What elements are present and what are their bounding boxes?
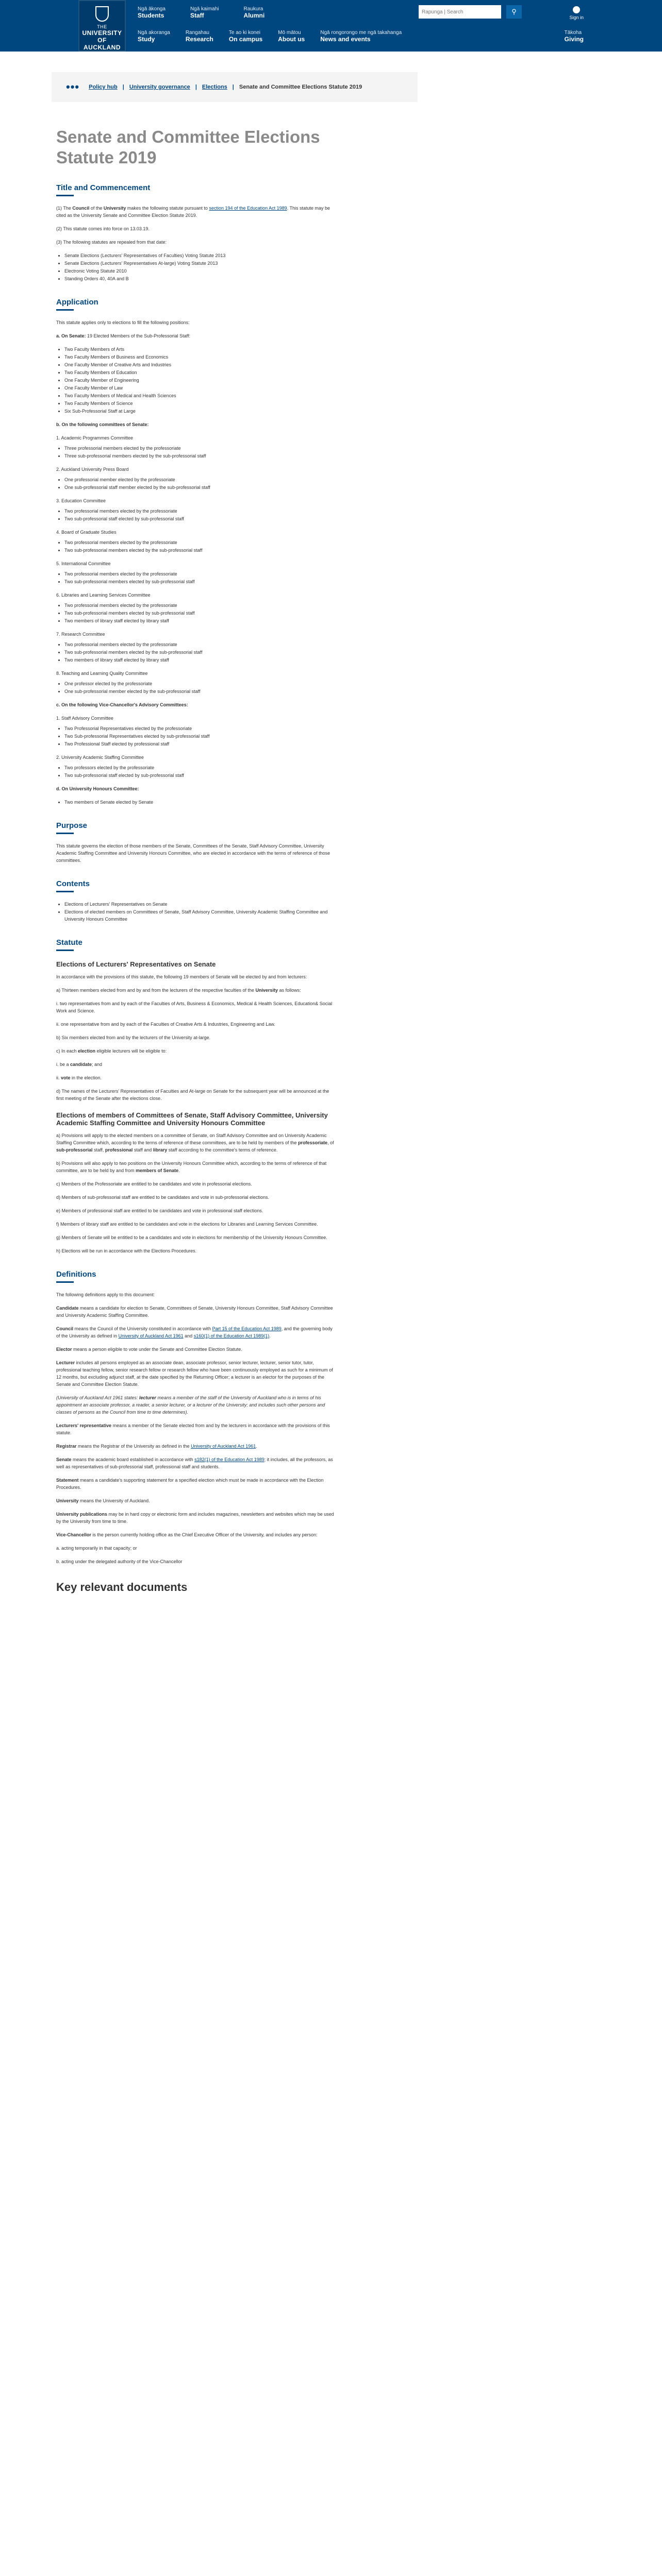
- list-item: • Senate Elections (Lecturers' Representatives of Faculties) Voting Statute 2013: [64, 252, 335, 259]
- definition-vice-chancellor: Vice-Chancellor is the person currently holding office as the Chief Executive Officer of the University, and includes any person:: [56, 1532, 318, 1537]
- nav-about-us[interactable]: Mō mātou About us: [278, 30, 305, 43]
- section-heading-definitions: Definitions: [56, 1270, 335, 1283]
- nav-students[interactable]: Ngā ākonga Students: [138, 6, 166, 19]
- paragraph: c) In each election eligible lecturers will be eligible to:: [56, 1048, 167, 1054]
- search-button[interactable]: [506, 5, 522, 19]
- list-item: • Two professorial members elected by the professoriate: [64, 602, 335, 609]
- definition-university-publications: University publications may be in hard copy or electronic form and includes magazines, newsletters and websites which may be used by the University from time to time.: [56, 1512, 334, 1524]
- nav-staff[interactable]: Ngā kaimahi Staff: [190, 6, 219, 19]
- paragraph: c. On the following Vice-Chancellor's Advisory Committees:: [56, 702, 188, 707]
- paragraph: i. two representatives from and by each of the Faculties of Arts, Business & Economics, Medical & Health Sciences, Education& Social Work and Science.: [56, 1001, 333, 1013]
- breadcrumb: [52, 72, 418, 102]
- list-item: • Two professorial members elected by the professoriate: [64, 539, 335, 546]
- committee-list: [64, 507, 335, 522]
- university-logo[interactable]: THE UNIVERSITY OF AUCKLAND Waipapa Taumata Rau NEW ZEALAND: [78, 0, 126, 52]
- list-item: • One professor elected by the professoriate: [64, 680, 335, 687]
- paragraph: b. On the following committees of Senate:: [56, 422, 149, 427]
- list-item: • Elections of elected members on Committees of Senate, Staff Advisory Committee, University Academic Staffing Committee and University Honours Committee: [64, 908, 335, 923]
- committee-list: [64, 680, 335, 695]
- committee-name: 1. Academic Programmes Committee: [56, 435, 134, 440]
- section-heading-statute: Statute: [56, 938, 335, 951]
- part-15-link[interactable]: Part 15 of the Education Act 1989: [212, 1326, 282, 1331]
- senate-members-list: [64, 346, 335, 415]
- paragraph: a) Provisions will apply to the elected members on a committee of Senate, on Staff Advisory Committee and on University Academic Staffing Committee which, according to the terms of reference of these committees, are to be held by members of the professoriate, of sub-professorial staff, professional staff and library staff according to the committee's terms of reference.: [56, 1133, 334, 1153]
- paragraph: d) The names of the Lecturers' Representatives of Faculties and At-large on Senate for the subsequent year will be announced at the first meeting of the Senate after the elections close.: [56, 1089, 329, 1101]
- definition-elector: Elector means a person eligible to vote under the Senate and Committee Election Statute.: [56, 1347, 242, 1352]
- list-item: • Two professorial members elected by the professoriate: [64, 570, 335, 578]
- list-item: • Electronic Voting Statute 2010: [64, 267, 335, 275]
- paragraph: d. On University Honours Committee:: [56, 786, 139, 791]
- section-heading-contents: Contents: [56, 879, 335, 892]
- contents-list: [64, 901, 335, 923]
- nav-research[interactable]: Rangahau Research: [185, 30, 213, 43]
- committee-list: [64, 570, 335, 585]
- breadcrumb-elections[interactable]: Elections: [202, 84, 227, 90]
- more-dots-icon[interactable]: •••: [66, 80, 80, 93]
- committee-list: [64, 602, 335, 624]
- definition-lecturer: Lecturer includes all persons employed as an associate dean, associate professor, senior lecturer, lecturer, senior tutor, tutor, professional teaching fellow, senior research fellow or research fellow who have been continuously employed as such for a minimum of 12 months, but excluding adjunct staff, at the date specified by the Returning Officer; a lecturer is an elector for the purposes of the Senate and Committee Election Statute.: [56, 1360, 333, 1387]
- committee-name: 1. Staff Advisory Committee: [56, 716, 113, 721]
- section-heading-title: Title and Commencement: [56, 183, 335, 196]
- list-item: • One sub-professorial staff member elected by the sub-professorial staff: [64, 484, 335, 491]
- site-header: [0, 0, 662, 60]
- nav-alumni[interactable]: Raukura Alumni: [243, 6, 265, 19]
- list-item: • Senate Elections (Lecturers' Representatives At-large) Voting Statute 2013: [64, 260, 335, 267]
- paragraph: This statute governs the election of those members of the Senate, Committees of the Senate, Staff Advisory Committee, University Academic Staffing Committee and University Honours Committee, who are elected in accordance with the terms of reference of those committees.: [56, 843, 330, 863]
- list-item: • One professorial member elected by the professoriate: [64, 476, 335, 483]
- paragraph: c) Members of the Professoriate are entitled to be candidates and vote in professorial elections.: [56, 1181, 252, 1187]
- committee-list: [64, 539, 335, 554]
- breadcrumb-current: Senate and Committee Elections Statute 2019: [239, 84, 362, 90]
- page-title: Senate and Committee Elections Statute 2019: [56, 127, 320, 167]
- committee-list: [64, 725, 335, 748]
- nav-study[interactable]: Ngā akoranga Study: [138, 30, 170, 43]
- list-item: • Two Faculty Members of Science: [64, 400, 335, 407]
- paragraph: This statute applies only to elections to fill the following positions:: [56, 320, 190, 325]
- list-item: • Two Faculty Members of Education: [64, 369, 335, 376]
- list-item: • Two Faculty Members of Arts: [64, 346, 335, 353]
- s160-link[interactable]: s160(1) of the Education Act 1989(1): [193, 1333, 270, 1338]
- definition-registrar: Registrar means the Registrar of the University as defined in the University of Auckland Act 1961.: [56, 1444, 257, 1449]
- breadcrumb-policy-hub[interactable]: Policy hub: [89, 84, 118, 90]
- list-item: • Standing Orders 40, 40A and B: [64, 275, 335, 282]
- education-act-link[interactable]: section 194 of the Education Act 1989: [209, 206, 287, 211]
- list-item: • Two Professional Staff elected by professional staff: [64, 740, 335, 748]
- definition-council: Council means the Council of the University constituted in accordance with Part 15 of the Education Act 1989, and the governing body of the University as defined in University of Auckland Act 1961 and s160(1) of the Education Act 1989(1).: [56, 1326, 333, 1338]
- breadcrumb-university-governance[interactable]: University governance: [129, 84, 190, 90]
- paragraph: The following definitions apply to this document:: [56, 1292, 155, 1297]
- paragraph: In accordance with the provisions of this statute, the following 19 members of Senate will be elected by and from lecturers:: [56, 974, 307, 979]
- subsection-heading: Elections of Lecturers' Representatives on Senate: [56, 960, 216, 968]
- committee-name: 8. Teaching and Learning Quality Committee: [56, 671, 148, 676]
- list-item: • Two sub-professorial staff elected by sub-professorial staff: [64, 515, 335, 522]
- honours-list: [64, 799, 335, 806]
- auckland-act-link[interactable]: University of Auckland Act 1961: [191, 1444, 256, 1449]
- committee-name: 3. Education Committee: [56, 498, 106, 503]
- paragraph: d) Members of sub-professorial staff are entitled to be candidates and vote in sub-professorial elections.: [56, 1195, 270, 1200]
- repealed-list: [64, 252, 335, 282]
- list-item: • Two Faculty Members of Business and Economics: [64, 353, 335, 361]
- list-item: • Two members of library staff elected by library staff: [64, 617, 335, 624]
- main-nav: [138, 30, 584, 43]
- list-item: • Three sub-professorial members elected by the sub-professorial staff: [64, 452, 335, 460]
- committee-name: 6. Libraries and Learning Services Committee: [56, 592, 151, 598]
- paragraph: g) Members of Senate will be entitled to be a candidates and vote in elections for membership of the University Honours Committee.: [56, 1235, 327, 1240]
- committee-name: 7. Research Committee: [56, 632, 105, 637]
- committee-name: 5. International Committee: [56, 561, 111, 566]
- paragraph: e) Members of professional staff are entitled to be candidates and vote in professional staff elections.: [56, 1208, 263, 1213]
- paragraph: a. acting temporarily in that capacity; or: [56, 1546, 137, 1551]
- definition-lecturers-representative: Lecturers' representative means a member of the Senate elected from and by the lecturers in accordance with the provisions of this statute.: [56, 1423, 330, 1435]
- definition-university: University means the University of Auckland.: [56, 1498, 150, 1503]
- list-item: • One sub-professorial member elected by the sub-professorial staff: [64, 688, 335, 695]
- sign-in-link[interactable]: Sign in: [569, 6, 584, 20]
- breadcrumb-separator: |: [232, 84, 234, 90]
- paragraph: ii. one representative from and by each of the Faculties of Creative Arts & Industries, Engineering and Law.: [56, 1022, 275, 1027]
- list-item: • Two Professorial Representatives elected by the professoriate: [64, 725, 335, 732]
- act-note: (University of Auckland Act 1961 states: lecturer means a member of the staff of the University of Auckland who is in terms of his appointment an associate professor, a reader, a senior lecturer, or a lecturer of the University; and includes such other persons and classes of persons as the Council from time to time determines).: [56, 1395, 325, 1415]
- list-item: • Six Sub-Professorial Staff at Large: [64, 408, 335, 415]
- definition-senate: Senate means the academic board established in accordance with s182(1) of the Education Act 1989; it includes, all the professors, as well as representatives of sub-professorial staff, professional staff and students.: [56, 1457, 333, 1469]
- list-item: • Two sub-professorial members elected by sub-professorial staff: [64, 578, 335, 585]
- auckland-act-link[interactable]: University of Auckland Act 1961: [118, 1333, 184, 1338]
- committee-list: [64, 476, 335, 491]
- list-item: • Two sub-professorial members elected by sub-professorial staff: [64, 609, 335, 617]
- key-documents-heading: Key relevant documents: [56, 1581, 188, 1594]
- search-form: [419, 5, 522, 19]
- search-icon: ⚲: [511, 8, 517, 15]
- list-item: • Three professorial members elected by the professoriate: [64, 445, 335, 452]
- crest-icon: [95, 6, 109, 22]
- list-item: • Two members of library staff elected by library staff: [64, 656, 335, 664]
- list-item: • One Faculty Member of Law: [64, 384, 335, 392]
- list-item: • Two Faculty Members of Medical and Health Sciences: [64, 392, 335, 399]
- paragraph: h) Elections will be run in accordance with the Elections Procedures.: [56, 1248, 197, 1253]
- list-item: • One Faculty Member of Creative Arts and Industries: [64, 361, 335, 368]
- main-content: [56, 102, 335, 1594]
- breadcrumb-separator: |: [122, 84, 124, 90]
- list-item: • Two sub-professorial members elected by the sub-professorial staff: [64, 547, 335, 554]
- list-item: • Two professors elected by the professoriate: [64, 764, 335, 771]
- breadcrumb-separator: |: [195, 84, 197, 90]
- list-item: • Two professorial members elected by the professoriate: [64, 507, 335, 515]
- section-heading-application: Application: [56, 298, 335, 311]
- committee-list: [64, 445, 335, 460]
- paragraph: a) Thirteen members elected from and by and from the lecturers of the respective faculties of the University as follows:: [56, 988, 301, 993]
- paragraph: f) Members of library staff are entitled to be candidates and vote in the elections for Libraries and Learning Services Committee.: [56, 1222, 318, 1227]
- search-input[interactable]: [419, 5, 501, 19]
- committee-name: 2. University Academic Staffing Committee: [56, 755, 144, 760]
- subsection-heading: Elections of members of Committees of Senate, Staff Advisory Committee, University Academic Staffing Committee and University Honours Committee: [56, 1111, 328, 1127]
- paragraph: b) Six members elected from and by the lecturers of the University at-large.: [56, 1035, 211, 1040]
- paragraph: (3) The following statutes are repealed from that date:: [56, 240, 167, 245]
- paragraph: a. On Senate: 19 Elected Members of the Sub-Professorial Staff:: [56, 333, 190, 338]
- section-heading-purpose: Purpose: [56, 821, 335, 834]
- list-item: • One Faculty Member of Engineering: [64, 377, 335, 384]
- list-item: • Elections of Lecturers' Representatives on Senate: [64, 901, 335, 908]
- paragraph: ii. vote in the election.: [56, 1075, 102, 1080]
- committee-name: 2. Auckland University Press Board: [56, 467, 129, 472]
- definition-statement: Statement means a candidate's supporting statement for a specified election which must be made in accordance with the Election Procedures.: [56, 1478, 324, 1490]
- paragraph: b) Provisions will also apply to two positions on the University Honours Committee which, according to the terms of reference of that committee, are to be held by and from members of Senate.: [56, 1161, 327, 1173]
- list-item: • Two sub-professorial members elected by the sub-professorial staff: [64, 649, 335, 656]
- definition-candidate: Candidate means a candidate for election to Senate, Committees of Senate, University Honours Committee, Staff Advisory Committee and University Academic Staffing Committee.: [56, 1306, 333, 1318]
- nav-news-events[interactable]: Ngā rongorongo me ngā takahanga News and events: [320, 30, 402, 43]
- paragraph: (2) This statute comes into force on 13.03.19.: [56, 226, 150, 231]
- paragraph: b. acting under the delegated authority of the Vice-Chancellor: [56, 1559, 183, 1564]
- nav-giving[interactable]: Tākoha Giving: [564, 30, 584, 43]
- list-item: • Two members of Senate elected by Senate: [64, 799, 335, 806]
- committee-list: [64, 641, 335, 664]
- paragraph: (1) The Council of the University makes the following statute pursuant to section 194 of the Education Act 1989. This statute may be cited as the University Senate and Committee Election Statute 2019.: [56, 206, 330, 218]
- s182-link[interactable]: s182(1) of the Education Act 1989: [194, 1457, 264, 1462]
- list-item: • Two professorial members elected by the professoriate: [64, 641, 335, 648]
- committee-list: [64, 764, 335, 779]
- list-item: • Two Sub-professorial Representatives elected by sub-professorial staff: [64, 733, 335, 740]
- paragraph: i. be a candidate; and: [56, 1062, 103, 1067]
- nav-on-campus[interactable]: Te ao ki konei On campus: [228, 30, 263, 43]
- list-item: • Two sub-professorial staff elected by sub-professorial staff: [64, 772, 335, 779]
- user-icon: [573, 6, 580, 13]
- committee-name: 4. Board of Graduate Studies: [56, 530, 117, 535]
